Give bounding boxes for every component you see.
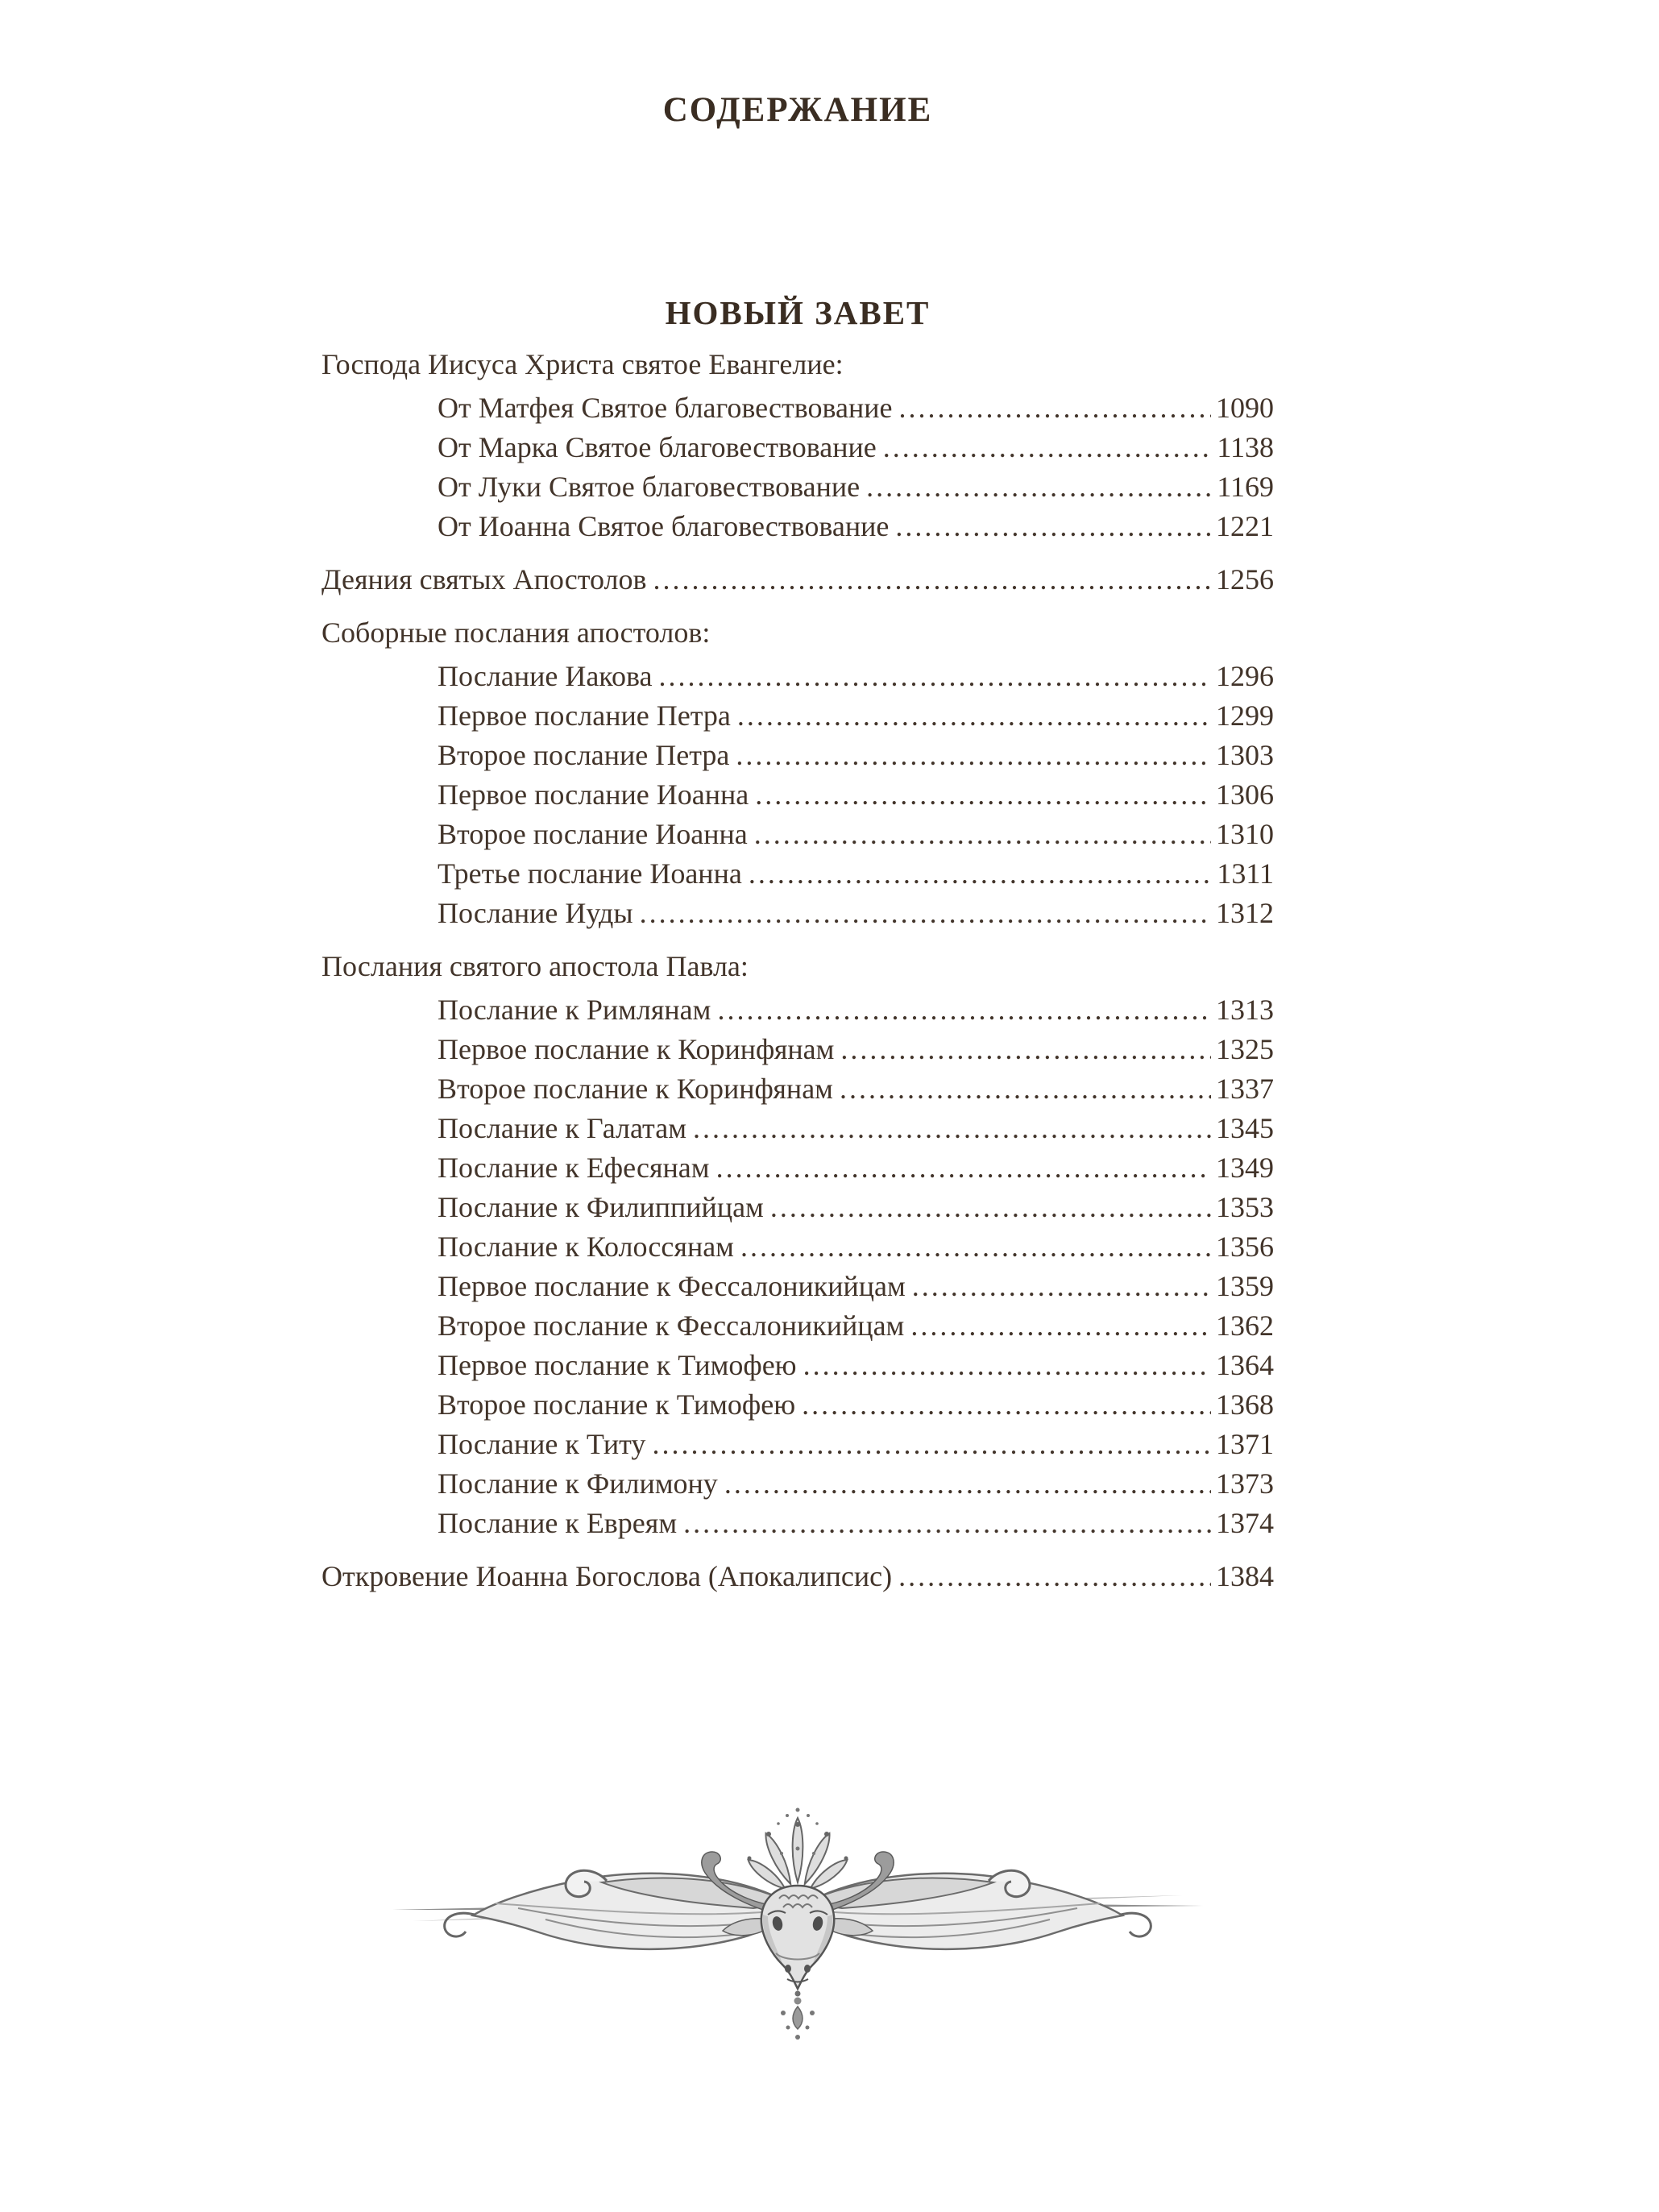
dot-leader: [803, 1346, 1211, 1385]
toc-entry-page: 1353: [1216, 1191, 1274, 1223]
toc-row: [321, 1306, 1274, 1346]
toc-row: [321, 1030, 1274, 1069]
toc-entry-title: Второе послание к Фессалоникийцам: [438, 1309, 905, 1342]
dot-leader: [683, 1504, 1211, 1543]
toc-entry-title: Первое послание к Фессалоникийцам: [438, 1270, 906, 1302]
toc-entry-page: 1221: [1216, 510, 1274, 542]
toc-row: [321, 854, 1274, 894]
toc-row: [321, 657, 1274, 696]
toc-row: [321, 507, 1274, 546]
toc-entry-title: От Луки Святое благовествование: [438, 471, 861, 503]
dot-leader: [693, 1109, 1211, 1148]
toc-entry-page: 1345: [1216, 1112, 1274, 1144]
left-wing: [445, 1852, 790, 1949]
dot-leader: [866, 467, 1212, 507]
toc-entry-page: 1384: [1216, 1560, 1274, 1592]
toc-row: [321, 1464, 1274, 1504]
dot-leader: [802, 1385, 1211, 1425]
dot-leader: [749, 854, 1213, 894]
toc-section-heading: [321, 345, 1274, 384]
toc-entry-title: Деяния святых Апостолов: [321, 563, 647, 596]
toc-row: [321, 1267, 1274, 1306]
toc-row: [321, 1148, 1274, 1188]
palmette-crest: [745, 1818, 851, 1893]
toc-heading-text: Послания святого апостола Павла:: [321, 950, 749, 982]
toc-entry-title: Послание к Евреям: [438, 1507, 678, 1539]
toc-entry-page: 1313: [1216, 994, 1274, 1026]
toc-entry-page: 1359: [1216, 1270, 1274, 1302]
toc-row: [321, 1109, 1274, 1148]
toc-entry-page: 1138: [1217, 431, 1274, 463]
toc-entry-page: 1312: [1216, 897, 1274, 929]
toc-row: [321, 1504, 1274, 1543]
toc-entry-title: Послание Иакова: [438, 660, 653, 692]
dot-leader: [883, 428, 1213, 467]
toc-entry-page: 1356: [1216, 1231, 1274, 1263]
toc-entry-page: 1337: [1216, 1073, 1274, 1105]
toc-entry-title: Послание к Филимону: [438, 1467, 718, 1500]
toc-row: [321, 1425, 1274, 1464]
toc-row: [321, 467, 1274, 507]
dot-leader: [740, 1227, 1211, 1267]
toc-entry-title: Послание к Галатам: [438, 1112, 686, 1144]
toc-entry-title: Откровение Иоанна Богослова (Апокалипсис): [321, 1560, 893, 1592]
testament-heading: НОВЫЙ ЗАВЕТ: [665, 294, 931, 331]
right-wing: [806, 1852, 1151, 1949]
toc-entry-title: От Марка Святое благовествование: [438, 431, 877, 463]
toc-heading-text: Соборные послания апостолов:: [321, 616, 711, 649]
table-of-contents: [321, 345, 1274, 1596]
page-title: СОДЕРЖАНИЕ: [662, 91, 933, 129]
dot-leader: [716, 1148, 1211, 1188]
toc-entry-page: 1374: [1216, 1507, 1274, 1539]
toc-heading-text: Господа Иисуса Христа святое Евангелие:: [321, 348, 844, 380]
toc-entry-page: 1368: [1216, 1388, 1274, 1421]
toc-entry-title: Первое послание к Тимофею: [438, 1349, 797, 1381]
dot-leader: [736, 736, 1211, 775]
dot-leader: [840, 1030, 1211, 1069]
toc-entry-title: Второе послание Петра: [438, 739, 730, 771]
toc-entry-title: От Матфея Святое благовествование: [438, 392, 893, 424]
toc-entry-page: 1371: [1216, 1428, 1274, 1460]
toc-entry-page: 1256: [1216, 563, 1274, 596]
toc-row: [321, 696, 1274, 736]
dot-leader: [653, 560, 1212, 600]
toc-row: [321, 428, 1274, 467]
toc-entry-title: Послание Иуды: [438, 897, 633, 929]
toc-section-heading: [321, 947, 1274, 986]
toc-row: [321, 736, 1274, 775]
dot-leader: [912, 1267, 1211, 1306]
ox-head: [761, 1886, 834, 1989]
toc-row: [321, 815, 1274, 854]
toc-row: [321, 894, 1274, 933]
toc-entry-page: 1362: [1216, 1309, 1274, 1342]
toc-entry-title: Первое послание Иоанна: [438, 778, 749, 811]
toc-entry-title: Послание к Ефесянам: [438, 1152, 710, 1184]
toc-entry-page: 1349: [1216, 1152, 1274, 1184]
toc-entry-page: 1311: [1217, 857, 1274, 890]
dot-leader: [754, 815, 1211, 854]
toc-row: [321, 1385, 1274, 1425]
toc-row: [321, 1346, 1274, 1385]
toc-row: [321, 1188, 1274, 1227]
toc-row: [321, 388, 1274, 428]
dot-leader: [899, 388, 1211, 428]
winged-ox-vignette-icon: [391, 1781, 1205, 2047]
toc-section-heading: [321, 613, 1274, 653]
toc-entry-title: Послание к Колоссянам: [438, 1231, 734, 1263]
pendant-tassel: [781, 1991, 815, 2040]
dot-leader: [755, 775, 1211, 815]
toc-entry-page: 1299: [1216, 699, 1274, 732]
toc-entry-page: 1296: [1216, 660, 1274, 692]
toc-entry-title: Первое послание Петра: [438, 699, 731, 732]
toc-entry-page: 1373: [1216, 1467, 1274, 1500]
dot-leader: [737, 696, 1211, 736]
toc-row: [321, 1227, 1274, 1267]
toc-entry-title: Второе послание к Тимофею: [438, 1388, 796, 1421]
dot-leader: [658, 657, 1211, 696]
bottom-ornament: [321, 1781, 1274, 2047]
toc-entry-title: Второе послание к Коринфянам: [438, 1073, 833, 1105]
toc-row: [321, 1069, 1274, 1109]
toc-entry-title: Третье послание Иоанна: [438, 857, 742, 890]
toc-entry-page: 1169: [1217, 471, 1274, 503]
dot-leader: [652, 1425, 1211, 1464]
toc-entry-page: 1090: [1216, 392, 1274, 424]
toc-entry-page: 1364: [1216, 1349, 1274, 1381]
dot-leader: [898, 1557, 1211, 1596]
toc-entry-page: 1306: [1216, 778, 1274, 811]
dot-leader: [770, 1188, 1211, 1227]
dot-leader: [640, 894, 1211, 933]
toc-row: [321, 560, 1274, 600]
dot-leader: [910, 1306, 1211, 1346]
toc-entry-page: 1310: [1216, 818, 1274, 850]
toc-row: [321, 990, 1274, 1030]
toc-entry-page: 1325: [1216, 1033, 1274, 1065]
dot-leader: [724, 1464, 1211, 1504]
dot-leader: [840, 1069, 1211, 1109]
toc-entry-title: Послание к Титу: [438, 1428, 646, 1460]
toc-entry-title: От Иоанна Святое благовествование: [438, 510, 890, 542]
toc-entry-page: 1303: [1216, 739, 1274, 771]
toc-entry-title: Послание к Римлянам: [438, 994, 711, 1026]
toc-row: [321, 1557, 1274, 1596]
dot-leader: [717, 990, 1211, 1030]
toc-entry-title: Второе послание Иоанна: [438, 818, 748, 850]
toc-entry-title: Послание к Филиппийцам: [438, 1191, 764, 1223]
toc-entry-title: Первое послание к Коринфянам: [438, 1033, 835, 1065]
toc-row: [321, 775, 1274, 815]
dot-leader: [895, 507, 1211, 546]
